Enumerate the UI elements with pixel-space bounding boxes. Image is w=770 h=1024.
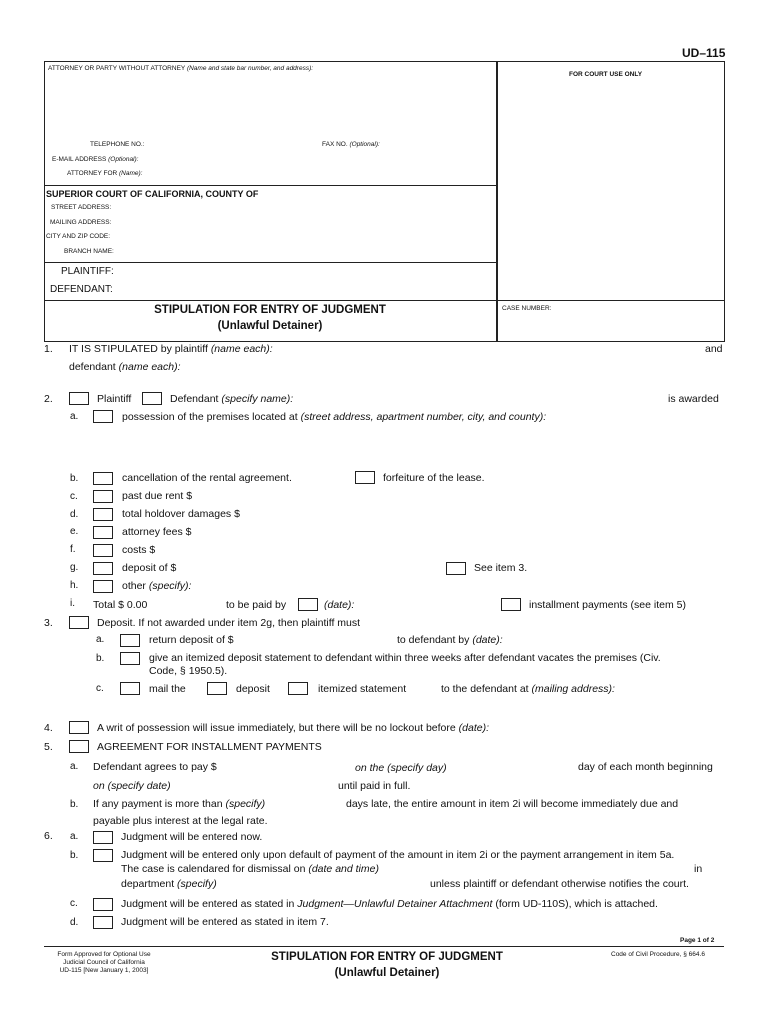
item-2d-text: total holdover damages $ (122, 508, 240, 520)
item-3c-deposit: deposit (236, 683, 270, 695)
divider (44, 300, 724, 301)
item-2i-letter: i. (70, 598, 75, 609)
costs-checkbox[interactable] (93, 544, 113, 557)
see-item-3-checkbox[interactable] (446, 562, 466, 575)
item-2b-text: cancellation of the rental agreement. (122, 472, 292, 484)
holdover-checkbox[interactable] (93, 508, 113, 521)
item-6b-text: Judgment will be entered only upon default of payment of the amount in item 2i or the payment arrangement in item 5a. (121, 849, 675, 861)
item-2i-total: Total $ 0.00 (93, 599, 148, 611)
court-use-label: FOR COURT USE ONLY (569, 71, 643, 78)
item-4-number: 4. (44, 722, 53, 734)
item-2g-see: See item 3. (474, 562, 528, 574)
telephone-label: TELEPHONE NO.: (90, 141, 145, 148)
item-2-number: 2. (44, 393, 53, 405)
item-2-plaintiff: Plaintiff (97, 393, 132, 405)
past-due-rent-checkbox[interactable] (93, 490, 113, 503)
item-5a-on2: on (specify date) (93, 780, 171, 792)
email-label: E-MAIL ADDRESS (Optional): (52, 156, 139, 163)
item-5b-text2: payable plus interest at the legal rate. (93, 815, 268, 827)
item-3b-text: give an itemized deposit statement to defendant within three weeks after defendant vacates the premises (Civ. (149, 652, 661, 664)
item-1-number: 1. (44, 343, 53, 355)
item-3b-text2: Code, § 1950.5). (149, 665, 228, 677)
item-2c-letter: c. (70, 491, 78, 502)
divider (44, 262, 496, 263)
item-6b-dept: department (specify) (121, 878, 217, 890)
item-2h-letter: h. (70, 580, 79, 591)
item-5-number: 5. (44, 741, 53, 753)
item-3-text: Deposit. If not awarded under item 2g, then plaintiff must (97, 617, 361, 629)
branch-name-label: BRANCH NAME: (64, 248, 114, 255)
item-6b-letter: b. (70, 850, 79, 861)
city-zip-label: CITY AND ZIP CODE: (46, 233, 111, 240)
item-5a-until: until paid in full. (338, 780, 411, 792)
other-checkbox[interactable] (93, 580, 113, 593)
form-subtitle: (Unlawful Detainer) (217, 320, 323, 332)
item-3c-mail: mail the (149, 683, 186, 695)
writ-checkbox[interactable] (69, 721, 89, 734)
footer-approved-3: UD-115 [New January 1, 2003] (59, 967, 149, 974)
judgment-attachment-checkbox[interactable] (93, 898, 113, 911)
item-3a-text: return deposit of $ (149, 634, 234, 646)
item-6b-unless: unless plaintiff or defendant otherwise notifies the court. (430, 878, 689, 890)
item-6c-letter: c. (70, 898, 78, 909)
item-5a-day: day of each month beginning (578, 761, 713, 773)
item-1-defendant: defendant (name each): (69, 361, 181, 373)
item-6-number: 6. (44, 830, 53, 842)
item-2f-text: costs $ (122, 544, 156, 556)
item-2b-forfeit: forfeiture of the lease. (383, 472, 485, 484)
cancellation-checkbox[interactable] (93, 472, 113, 485)
street-address-label: STREET ADDRESS: (51, 204, 112, 211)
item-5a-letter: a. (70, 761, 79, 772)
judgment-default-checkbox[interactable] (93, 849, 113, 862)
item-6a-text: Judgment will be entered now. (121, 831, 263, 843)
item-1-and: and (705, 343, 723, 355)
item-3c-letter: c. (96, 683, 104, 694)
item-2f-letter: f. (70, 544, 76, 555)
form-number: UD–115 (682, 46, 726, 60)
footer-subtitle: (Unlawful Detainer) (334, 967, 440, 979)
item-2e-letter: e. (70, 526, 79, 537)
item-6c-text: Judgment will be entered as stated in Judgment—Unlawful Detainer Attachment (form UD-110S), which is attached. (121, 898, 658, 910)
footer-rule (44, 946, 724, 947)
item-2e-text: attorney fees $ (122, 526, 192, 538)
item-2d-letter: d. (70, 509, 79, 520)
item-5a-on: on the (specify day) (355, 762, 447, 774)
defendant-checkbox[interactable] (142, 392, 162, 405)
mail-itemized-checkbox[interactable] (288, 682, 308, 695)
form-title: STIPULATION FOR ENTRY OF JUDGMENT (154, 304, 386, 316)
deposit-item-checkbox[interactable] (69, 616, 89, 629)
possession-checkbox[interactable] (93, 410, 113, 423)
item-2i-install: installment payments (see item 5) (529, 599, 686, 611)
item-5-text: AGREEMENT FOR INSTALLMENT PAYMENTS (97, 741, 322, 753)
court-title: SUPERIOR COURT OF CALIFORNIA, COUNTY OF (46, 189, 259, 199)
installment-agreement-checkbox[interactable] (69, 740, 89, 753)
item-2a-letter: a. (70, 411, 79, 422)
itemized-statement-checkbox[interactable] (120, 652, 140, 665)
item-2-defendant: Defendant (specify name): (170, 393, 294, 405)
item-6b-text2: The case is calendared for dismissal on (date and time) (121, 863, 379, 875)
item-3c-to: to the defendant at (mailing address): (441, 683, 615, 695)
total-amount: 0.00 (126, 599, 148, 611)
mail-checkbox[interactable] (120, 682, 140, 695)
plaintiff-checkbox[interactable] (69, 392, 89, 405)
return-deposit-checkbox[interactable] (120, 634, 140, 647)
divider (44, 185, 496, 186)
mailing-address-label: MAILING ADDRESS: (50, 219, 112, 226)
footer-approved-2: Judicial Council of California (63, 959, 145, 966)
item-3c-itemized: itemized statement (318, 683, 407, 695)
page-number: Page 1 of 2 (680, 937, 715, 944)
paid-by-date-checkbox[interactable] (298, 598, 318, 611)
item-5a-text: Defendant agrees to pay $ (93, 761, 217, 773)
item-3b-letter: b. (96, 653, 105, 664)
installment-checkbox[interactable] (501, 598, 521, 611)
item-2g-letter: g. (70, 562, 79, 573)
item-5b-late: days late, the entire amount in item 2i will become immediately due and (346, 798, 679, 810)
item-6d-letter: d. (70, 917, 79, 928)
attorney-fees-checkbox[interactable] (93, 526, 113, 539)
item-2i-date: (date): (324, 599, 355, 611)
footer-title: STIPULATION FOR ENTRY OF JUDGMENT (271, 951, 503, 963)
item-4-text: A writ of possession will issue immediately, but there will be no lockout before (date): (97, 722, 490, 734)
judgment-now-checkbox[interactable] (93, 831, 113, 844)
attorney-for-label: ATTORNEY FOR (Name): (67, 170, 143, 177)
judgment-item7-checkbox[interactable] (93, 916, 113, 929)
item-6a-letter: a. (70, 831, 79, 842)
mail-deposit-checkbox[interactable] (207, 682, 227, 695)
case-number-label: CASE NUMBER: (502, 305, 552, 312)
item-6d-text: Judgment will be entered as stated in item 7. (121, 916, 329, 928)
defendant-label: DEFENDANT: (50, 284, 113, 295)
item-3-number: 3. (44, 617, 53, 629)
item-2a-text: possession of the premises located at (street address, apartment number, city, and county): (122, 411, 547, 423)
item-2-awarded: is awarded (668, 393, 719, 405)
footer-approved-1: Form Approved for Optional Use (57, 951, 151, 958)
item-3a-letter: a. (96, 634, 105, 645)
plaintiff-label: PLAINTIFF: (61, 266, 114, 277)
item-2c-text: past due rent $ (122, 490, 193, 502)
item-2h-text: other (specify): (122, 580, 192, 592)
item-2b-letter: b. (70, 473, 79, 484)
item-2i-paid: to be paid by (226, 599, 287, 611)
fax-label: FAX NO. (Optional): (322, 141, 380, 148)
forfeiture-checkbox[interactable] (355, 471, 375, 484)
item-5b-text: If any payment is more than (specify) (93, 798, 266, 810)
deposit-checkbox[interactable] (93, 562, 113, 575)
footer-code: Code of Civil Procedure, § 664.6 (611, 951, 705, 958)
item-3a-to: to defendant by (date): (397, 634, 503, 646)
item-1-text: IT IS STIPULATED by plaintiff (name each): (69, 343, 273, 355)
item-5b-letter: b. (70, 799, 79, 810)
item-6b-in: in (694, 863, 703, 875)
item-2g-text: deposit of $ (122, 562, 177, 574)
attorney-label: ATTORNEY OR PARTY WITHOUT ATTORNEY (Name and state bar number, and address): (48, 65, 314, 72)
